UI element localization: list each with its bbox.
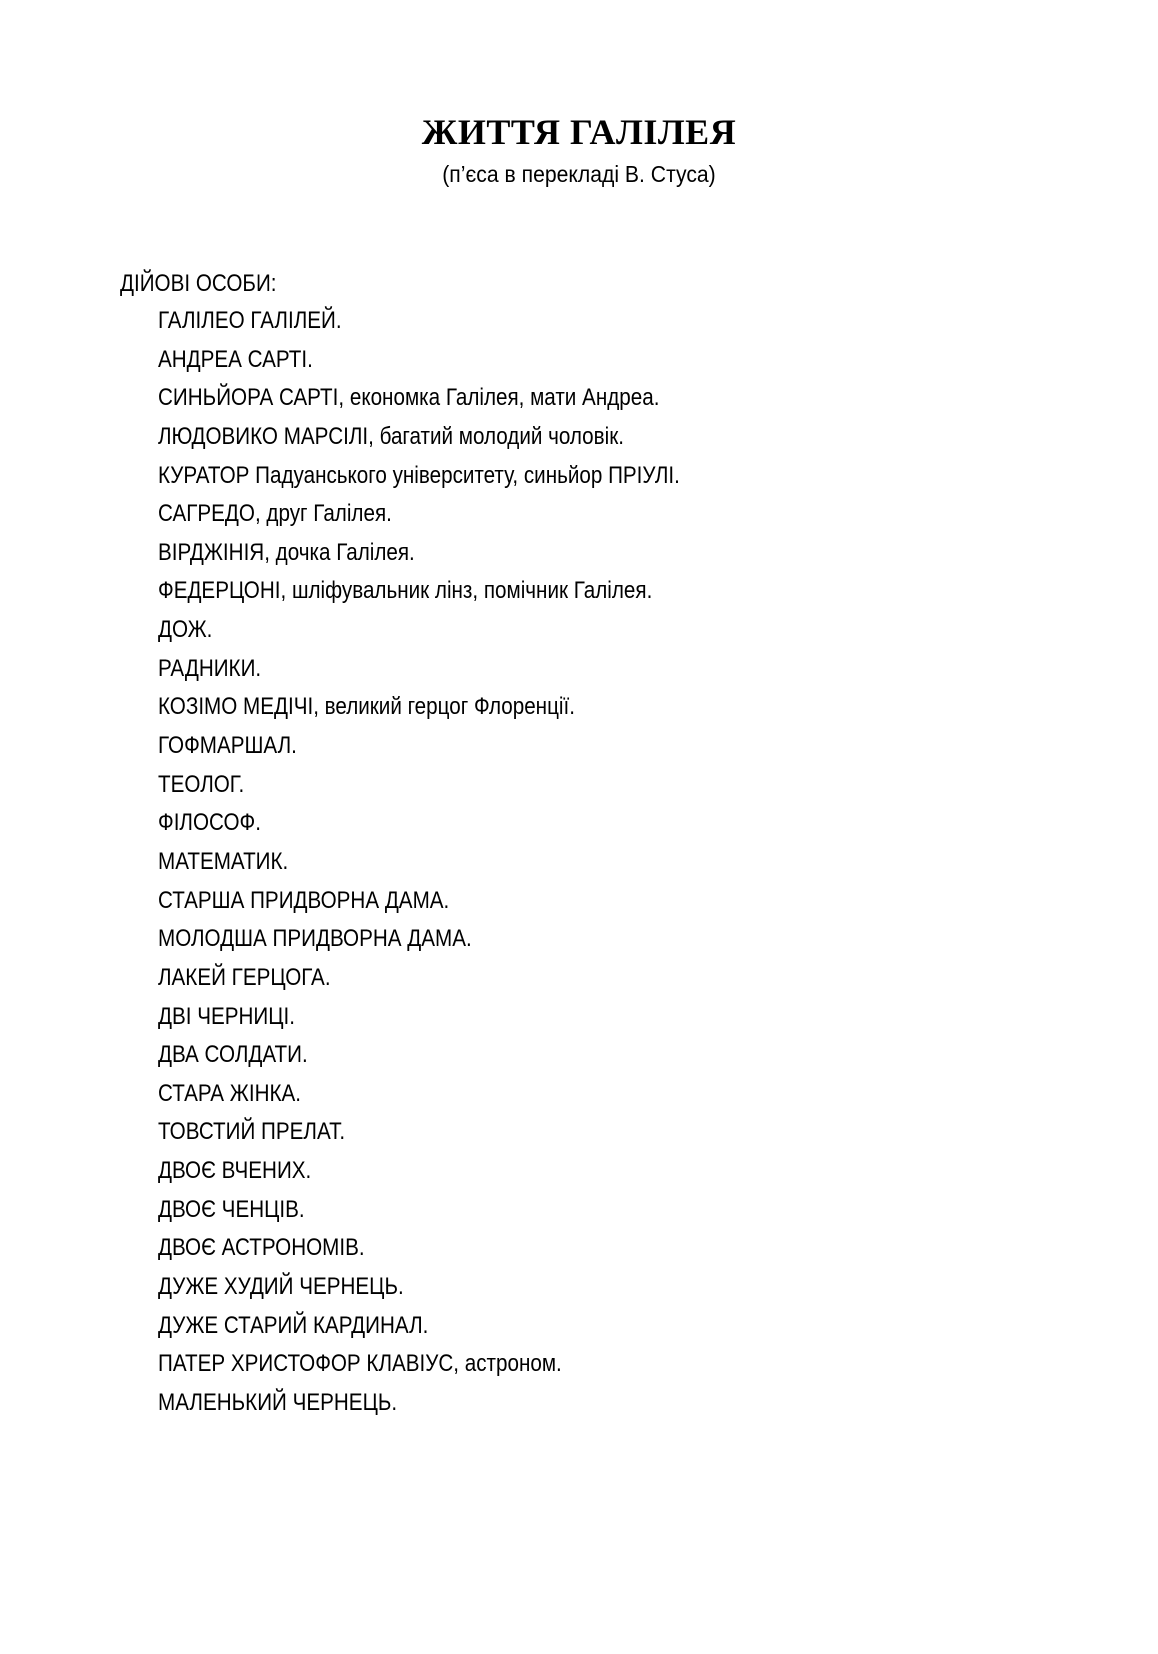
cast-item [158, 769, 680, 808]
cast-item [158, 421, 680, 460]
cast-item [158, 691, 680, 730]
play-subtitle: (п’єса в перекладі В. Стуса) [442, 161, 716, 187]
cast-name: ТЕОЛОГ. [158, 770, 245, 798]
cast-name: ЛАКЕЙ ГЕРЦОГА. [158, 963, 331, 991]
cast-name: КОЗІМО МЕДІЧІ [158, 693, 314, 721]
cast-name: ДВІ ЧЕРНИЦІ. [158, 1002, 295, 1030]
cast-item [158, 923, 680, 962]
cast-name: САГРЕДО [158, 500, 255, 528]
cast-description: , дочка Галілея. [264, 538, 415, 566]
cast-item [158, 1387, 680, 1426]
cast-item [158, 730, 680, 769]
cast-item [158, 498, 680, 537]
cast-item [158, 846, 680, 885]
cast-header: ДІЙОВІ ОСОБИ: [120, 270, 277, 297]
cast-name: ДОЖ. [158, 616, 213, 644]
cast-item [158, 305, 680, 344]
cast-name: ГАЛІЛЕО ГАЛІЛЕЙ. [158, 307, 342, 334]
cast-description: , багатий молодий чоловік. [368, 422, 624, 450]
cast-item [158, 1001, 680, 1040]
cast-name: ДВОЄ ВЧЕНИХ. [158, 1157, 312, 1185]
cast-item [158, 1039, 680, 1078]
cast-name: СТАРША ПРИДВОРНА ДАМА. [158, 886, 450, 914]
cast-item [158, 807, 680, 846]
cast-description: , великий герцог Флоренції. [313, 693, 575, 721]
cast-item [158, 885, 680, 924]
cast-name: ФЕДЕРЦОНІ [158, 577, 281, 605]
cast-item [158, 460, 680, 499]
play-title: ЖИТТЯ ГАЛІЛЕЯ [421, 112, 737, 152]
cast-item [158, 614, 680, 653]
cast-name: РАДНИКИ. [158, 654, 262, 682]
cast-list [158, 305, 765, 1426]
cast-item [158, 1078, 680, 1117]
cast-name: ДВА СОЛДАТИ. [158, 1041, 308, 1069]
cast-description: , друг Галілея. [254, 500, 392, 528]
cast-item [158, 1232, 680, 1271]
cast-name: СИНЬЙОРА САРТІ [158, 384, 339, 412]
cast-item [158, 1155, 680, 1194]
cast-name: ПАТЕР ХРИСТОФОР КЛАВІУС [158, 1350, 454, 1378]
cast-item [158, 1310, 680, 1349]
cast-name: МОЛОДША ПРИДВОРНА ДАМА. [158, 925, 472, 953]
cast-name: ТОВСТИЙ ПРЕЛАТ. [158, 1118, 346, 1146]
cast-item [158, 1116, 680, 1155]
cast-name: ФІЛОСОФ. [158, 809, 261, 837]
cast-description: , астроном. [453, 1350, 562, 1378]
cast-item [158, 962, 680, 1001]
cast-name: МАТЕМАТИК. [158, 847, 289, 875]
cast-name: ДУЖЕ ХУДИЙ ЧЕРНЕЦЬ. [158, 1273, 404, 1301]
cast-name: ЛЮДОВИКО МАРСІЛІ [158, 422, 369, 450]
cast-item [158, 382, 680, 421]
cast-name: ГОФМАРШАЛ. [158, 732, 297, 760]
cast-name: СТАРА ЖІНКА. [158, 1079, 302, 1107]
cast-name: КУРАТОР [158, 461, 250, 489]
cast-item [158, 537, 680, 576]
cast-item [158, 575, 680, 614]
cast-description: , шліфувальник лінз, помічник Галілея. [280, 577, 653, 605]
cast-item [158, 344, 680, 383]
cast-name: МАЛЕНЬКИЙ ЧЕРНЕЦЬ. [158, 1388, 398, 1416]
cast-name: ДУЖЕ СТАРИЙ КАРДИНАЛ. [158, 1311, 429, 1339]
cast-item [158, 1271, 680, 1310]
cast-item [158, 1348, 680, 1387]
cast-name: АНДРЕА САРТІ. [158, 345, 313, 373]
cast-description: , економка Галілея, мати Андреа. [338, 384, 660, 412]
cast-item [158, 1194, 680, 1233]
cast-description: Падуанського університету, синьйор ПРІУЛІ. [249, 461, 680, 489]
cast-name: ДВОЄ АСТРОНОМІВ. [158, 1234, 365, 1262]
cast-name: ВІРДЖІНІЯ [158, 538, 265, 566]
cast-name: ДВОЄ ЧЕНЦІВ. [158, 1195, 305, 1223]
cast-item [158, 653, 680, 692]
